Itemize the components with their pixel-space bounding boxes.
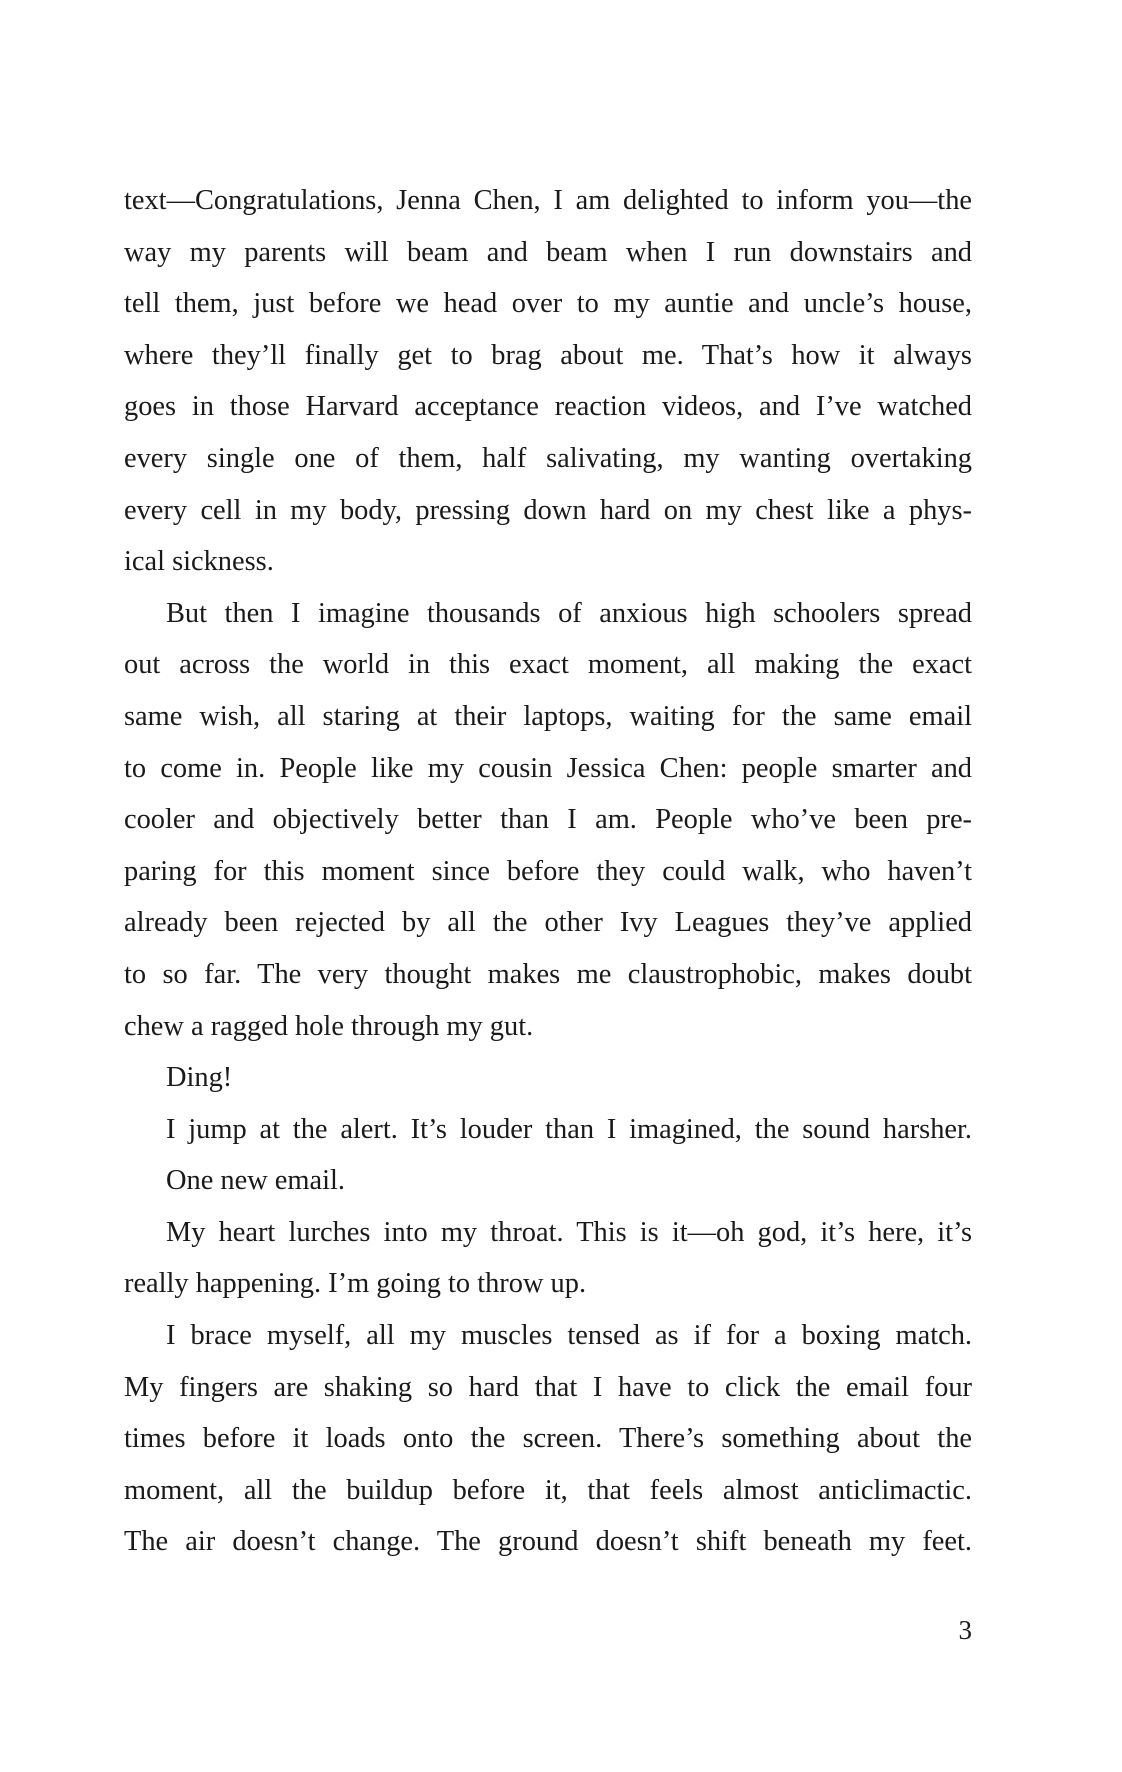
text-line: cooler and objectively better than I am. People who’ve been pre- bbox=[124, 804, 972, 836]
text-line: to come in. People like my cousin Jessica Chen: people smarter and bbox=[124, 752, 972, 784]
text-line: already been rejected by all the other Ivy Leagues they’ve applied bbox=[124, 907, 972, 939]
text-line: way my parents will beam and beam when I run downstairs and bbox=[124, 236, 972, 268]
text-line: But then I imagine thousands of anxious high schoolers spread bbox=[166, 597, 972, 629]
text-line: where they’ll finally get to brag about me. That’s how it always bbox=[124, 339, 972, 371]
text-line: tell them, just before we head over to my auntie and uncle’s house, bbox=[124, 288, 972, 320]
text-line: every single one of them, half salivating, my wanting overtaking bbox=[124, 442, 972, 474]
text-line: times before it loads onto the screen. There’s something about the bbox=[124, 1423, 972, 1455]
text-line: same wish, all staring at their laptops, waiting for the same email bbox=[124, 700, 972, 732]
text-line: text—Congratulations, Jenna Chen, I am delighted to inform you—the bbox=[124, 185, 972, 216]
text-line: My heart lurches into my throat. This is it—oh god, it’s here, it’s bbox=[166, 1216, 972, 1248]
text-line: out across the world in this exact moment, all making the exact bbox=[124, 649, 972, 681]
text-line: One new email. bbox=[166, 1165, 345, 1197]
text-line: really happening. I’m going to throw up. bbox=[124, 1268, 587, 1300]
text-line: Ding! bbox=[166, 1062, 233, 1094]
text-line: moment, all the buildup before it, that feels almost anticlimactic. bbox=[124, 1474, 972, 1506]
text-line: My fingers are shaking so hard that I have to click the email four bbox=[124, 1371, 972, 1403]
text-line: chew a ragged hole through my gut. bbox=[124, 1010, 534, 1042]
text-line: I jump at the alert. It’s louder than I imagined, the sound harsher. bbox=[166, 1113, 972, 1145]
text-line: paring for this moment since before they could walk, who haven’t bbox=[124, 855, 972, 887]
text-line: I brace myself, all my muscles tensed as if for a boxing match. bbox=[166, 1320, 972, 1352]
text-line: goes in those Harvard acceptance reaction videos, and I’ve watched bbox=[124, 391, 972, 423]
text-line: every cell in my body, pressing down hard on my chest like a phys- bbox=[124, 494, 972, 526]
page-number: 3 bbox=[958, 1615, 972, 1645]
text-line: ical sickness. bbox=[124, 546, 274, 578]
body-text bbox=[124, 175, 972, 1568]
text-line: to so far. The very thought makes me claustrophobic, makes doubt bbox=[124, 958, 972, 990]
text-line: The air doesn’t change. The ground doesn’t shift beneath my feet. bbox=[124, 1526, 972, 1558]
